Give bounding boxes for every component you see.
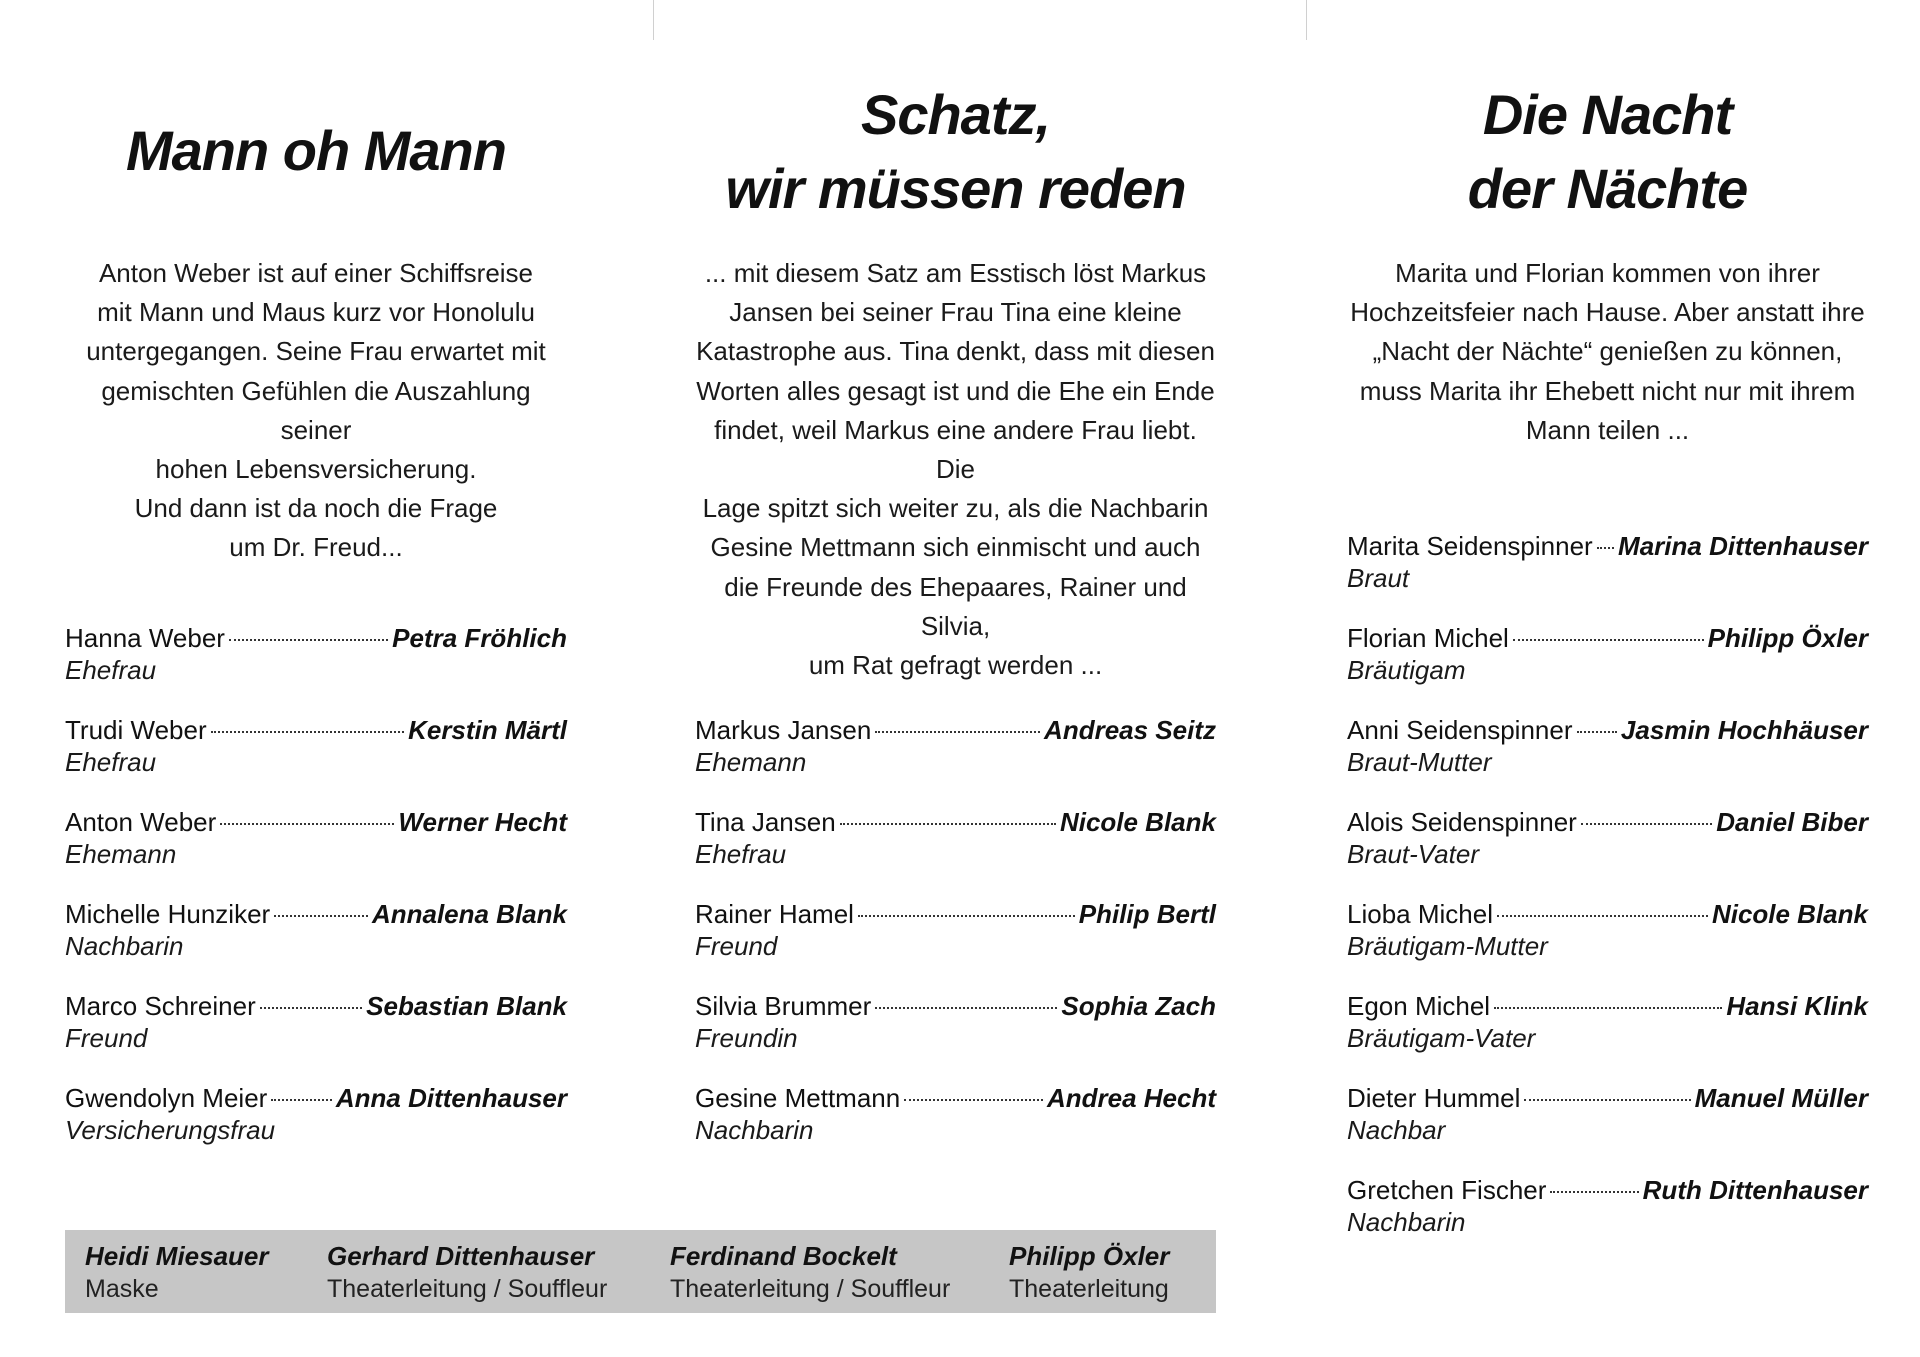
dot-leader [904, 1099, 1043, 1101]
actor-name: Manuel Müller [1694, 1083, 1868, 1113]
cast-entry [65, 714, 567, 778]
cast-entry [1347, 898, 1868, 962]
character-role: Bräutigam-Mutter [1347, 931, 1548, 961]
cast-entry [65, 1082, 567, 1146]
actor-name: Sophia Zach [1061, 991, 1216, 1021]
cast-entry [1347, 990, 1868, 1054]
play-title-line: wir müssen reden [725, 157, 1186, 220]
character-role: Ehemann [65, 839, 177, 869]
actor-name: Hansi Klink [1726, 991, 1868, 1021]
dot-leader [229, 639, 388, 641]
dot-leader [875, 1007, 1057, 1009]
actor-name: Petra Fröhlich [392, 623, 567, 653]
character-name: Lioba Michel [1347, 899, 1493, 929]
cast-entry [1347, 714, 1868, 778]
dot-leader [1524, 1099, 1690, 1101]
crew-role: Theaterleitung / Souffleur [670, 1275, 951, 1303]
description-line: gemischten Gefühlen die Auszahlung seiner [101, 375, 531, 445]
character-name: Gesine Mettmann [695, 1083, 901, 1113]
character-name: Dieter Hummel [1347, 1083, 1521, 1113]
actor-name: Kerstin Märtl [408, 715, 567, 745]
character-role: Braut [1347, 563, 1410, 593]
cast-entry [1347, 622, 1868, 686]
play-title-line: der Nächte [1467, 157, 1748, 220]
play-description [695, 254, 1216, 685]
dot-leader [1581, 823, 1712, 825]
cast-entry [65, 898, 567, 962]
actor-name: Daniel Biber [1716, 807, 1868, 837]
description-line: Und dann ist da noch die Frage [134, 493, 498, 524]
description-line: Jansen bei seiner Frau Tina eine kleine [729, 297, 1182, 328]
character-name: Gwendolyn Meier [65, 1083, 268, 1113]
character-role: Ehemann [695, 747, 807, 777]
actor-name: Philipp Öxler [1707, 623, 1868, 653]
cast-entry [1347, 1174, 1868, 1238]
crew-name: Ferdinand Bockelt [670, 1241, 897, 1271]
play-title [1347, 78, 1868, 226]
crew-member [670, 1240, 950, 1306]
character-role: Nachbarin [695, 1115, 814, 1145]
description-line: ... mit diesem Satz am Esstisch löst Markus [704, 258, 1207, 288]
description-line: findet, weil Markus eine andere Frau liebt. Die [714, 414, 1197, 485]
description-line: um Dr. Freud... [229, 532, 403, 563]
dot-leader [1577, 731, 1617, 733]
crew-role: Theaterleitung / Souffleur [327, 1275, 608, 1303]
character-role: Bräutigam-Vater [1347, 1023, 1536, 1053]
dot-leader [1513, 639, 1704, 641]
play-description [65, 254, 567, 568]
character-name: Marco Schreiner [65, 991, 256, 1021]
crew-member [85, 1240, 269, 1306]
cast-entry [1347, 530, 1868, 594]
character-name: Florian Michel [1347, 623, 1509, 653]
actor-name: Nicole Blank [1711, 899, 1868, 929]
character-name: Hanna Weber [65, 623, 225, 653]
dot-leader [220, 823, 394, 825]
character-name: Egon Michel [1347, 991, 1491, 1021]
crew-name: Philipp Öxler [1009, 1241, 1170, 1271]
description-line: muss Marita ihr Ehebett nicht nur mit ihrem [1359, 375, 1856, 406]
description-line: Hochzeitsfeier nach Hause. Aber anstatt ihre [1350, 297, 1865, 328]
crew-credits-bar [65, 1230, 1216, 1313]
cast-entry [695, 898, 1216, 962]
character-role: Bräutigam [1347, 655, 1466, 685]
character-role: Freund [65, 1023, 148, 1053]
actor-name: Jasmin Hochhäuser [1620, 715, 1868, 745]
actor-name: Annalena Blank [371, 899, 567, 929]
character-name: Trudi Weber [65, 715, 207, 745]
character-name: Anton Weber [65, 807, 217, 837]
description-line: untergegangen. Seine Frau erwartet mit [86, 336, 546, 367]
cast-entry [65, 990, 567, 1054]
cast-entry [695, 806, 1216, 870]
description-line: hohen Lebensversicherung. [155, 454, 477, 485]
cast-entry [65, 806, 567, 870]
description-line: Marita und Florian kommen von ihrer [1395, 258, 1820, 288]
actor-name: Marina Dittenhauser [1618, 531, 1868, 561]
cast-entry [65, 622, 567, 686]
crew-role: Maske [85, 1275, 159, 1303]
actor-name: Andreas Seitz [1044, 715, 1216, 745]
actor-name: Nicole Blank [1059, 807, 1216, 837]
play-title-line: Die Nacht [1482, 83, 1733, 146]
description-line: Gesine Mettmann sich einmischt und auch [710, 532, 1201, 563]
character-role: Ehefrau [65, 655, 157, 685]
character-name: Markus Jansen [695, 715, 872, 745]
description-line: Anton Weber ist auf einer Schiffsreise [98, 258, 534, 288]
actor-name: Werner Hecht [398, 807, 567, 837]
character-role: Ehefrau [65, 747, 157, 777]
character-name: Marita Seidenspinner [1347, 531, 1593, 561]
dot-leader [260, 1007, 362, 1009]
play-title-line: Schatz, [860, 83, 1051, 146]
play-description [1347, 254, 1868, 450]
character-name: Alois Seidenspinner [1347, 807, 1577, 837]
actor-name: Anna Dittenhauser [335, 1083, 567, 1113]
dot-leader [274, 915, 368, 917]
character-role: Nachbar [1347, 1115, 1446, 1145]
play-title [695, 78, 1216, 226]
dot-leader [211, 731, 404, 733]
dot-leader [1494, 1007, 1722, 1009]
cast-entry [695, 714, 1216, 778]
character-role: Ehefrau [695, 839, 787, 869]
fold-line-left [653, 0, 654, 40]
character-name: Rainer Hamel [695, 899, 854, 929]
dot-leader [840, 823, 1056, 825]
character-name: Silvia Brummer [695, 991, 872, 1021]
description-line: „Nacht der Nächte“ genießen zu können, [1372, 336, 1843, 367]
cast-entry [695, 1082, 1216, 1146]
description-line: mit Mann und Maus kurz vor Honolulu [97, 297, 535, 328]
description-line: Lage spitzt sich weiter zu, als die Nachbarin [702, 493, 1209, 524]
crew-member [1009, 1240, 1169, 1306]
character-name: Gretchen Fischer [1347, 1175, 1547, 1205]
cast-entry [695, 990, 1216, 1054]
dot-leader [875, 731, 1040, 733]
crew-member [327, 1240, 607, 1306]
actor-name: Sebastian Blank [366, 991, 567, 1021]
dot-leader [271, 1099, 332, 1101]
play-title [65, 114, 567, 188]
dot-leader [858, 915, 1075, 917]
description-line: Mann teilen ... [1525, 414, 1690, 445]
character-role: Nachbarin [65, 931, 184, 961]
description-line: Katastrophe aus. Tina denkt, dass mit diesen [696, 336, 1215, 367]
character-name: Tina Jansen [695, 807, 836, 837]
description-line: die Freunde des Ehepaares, Rainer und Silvia, [724, 571, 1187, 641]
character-name: Michelle Hunziker [65, 899, 271, 929]
character-role: Freundin [695, 1023, 798, 1053]
description-line: Worten alles gesagt ist und die Ehe ein Ende [696, 375, 1215, 406]
dot-leader [1597, 547, 1614, 549]
crew-name: Gerhard Dittenhauser [327, 1241, 595, 1271]
character-role: Versicherungsfrau [65, 1115, 276, 1145]
character-role: Nachbarin [1347, 1207, 1466, 1237]
cast-entry [1347, 1082, 1868, 1146]
dot-leader [1550, 1191, 1638, 1193]
actor-name: Andrea Hecht [1046, 1083, 1216, 1113]
description-line: um Rat gefragt werden ... [808, 650, 1103, 681]
fold-line-right [1306, 0, 1307, 40]
play-title-line: Mann oh Mann [126, 119, 506, 182]
crew-name: Heidi Miesauer [85, 1241, 269, 1271]
dot-leader [1497, 915, 1708, 917]
crew-role: Theaterleitung [1009, 1275, 1169, 1303]
cast-entry [1347, 806, 1868, 870]
character-role: Braut-Mutter [1347, 747, 1492, 777]
character-name: Anni Seidenspinner [1347, 715, 1573, 745]
character-role: Braut-Vater [1347, 839, 1479, 869]
character-role: Freund [695, 931, 778, 961]
actor-name: Ruth Dittenhauser [1642, 1175, 1868, 1205]
actor-name: Philip Bertl [1078, 899, 1216, 929]
